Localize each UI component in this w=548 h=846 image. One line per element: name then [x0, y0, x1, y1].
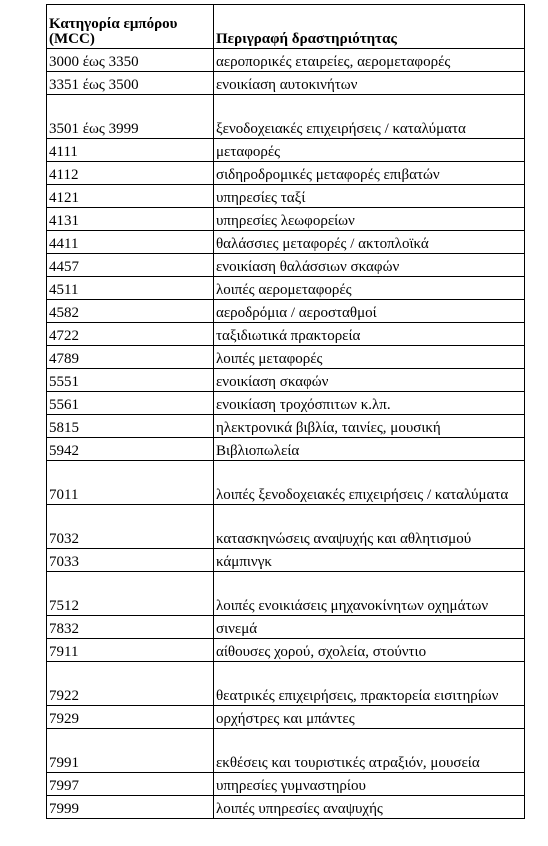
activity-description: θεατρικές επιχειρήσεις, πρακτορεία εισιτηρίων — [214, 662, 525, 706]
mcc-code: 4131 — [47, 208, 214, 231]
table-row — [47, 572, 525, 616]
table-row — [47, 49, 525, 72]
header-description: Περιγραφή δραστηριότητας — [214, 5, 525, 49]
table-row — [47, 706, 525, 729]
activity-description: υπηρεσίες λεωφορείων — [214, 208, 525, 231]
activity-description: θαλάσσιες μεταφορές / ακτοπλοϊκά — [214, 231, 525, 254]
mcc-code: 5551 — [47, 369, 214, 392]
table-row — [47, 415, 525, 438]
mcc-code: 3351 έως 3500 — [47, 72, 214, 95]
table-row — [47, 796, 525, 819]
activity-description: σινεμά — [214, 616, 525, 639]
activity-description: λοιπές υπηρεσίες αναψυχής — [214, 796, 525, 819]
mcc-code: 4722 — [47, 323, 214, 346]
activity-description: κάμπινγκ — [214, 549, 525, 572]
mcc-code: 4511 — [47, 277, 214, 300]
table-row — [47, 72, 525, 95]
table-row — [47, 773, 525, 796]
mcc-code: 7011 — [47, 461, 214, 505]
mcc-table — [46, 4, 525, 819]
activity-description: αίθουσες χορού, σχολεία, στούντιο — [214, 639, 525, 662]
activity-description: αεροπορικές εταιρείες, αερομεταφορές — [214, 49, 525, 72]
mcc-code: 7911 — [47, 639, 214, 662]
activity-description: κατασκηνώσεις αναψυχής και αθλητισμού — [214, 505, 525, 549]
table-row — [47, 323, 525, 346]
mcc-code: 3501 έως 3999 — [47, 95, 214, 139]
table-row — [47, 185, 525, 208]
mcc-code: 7922 — [47, 662, 214, 706]
activity-description: Βιβλιοπωλεία — [214, 438, 525, 461]
activity-description: ενοικίαση θαλάσσιων σκαφών — [214, 254, 525, 277]
mcc-code: 4112 — [47, 162, 214, 185]
table-row — [47, 95, 525, 139]
activity-description: ξενοδοχειακές επιχειρήσεις / καταλύματα — [214, 95, 525, 139]
activity-description: ενοικίαση σκαφών — [214, 369, 525, 392]
mcc-code: 5561 — [47, 392, 214, 415]
table-row — [47, 162, 525, 185]
table-row — [47, 616, 525, 639]
header-mcc: Κατηγορία εμπόρου (MCC) — [47, 5, 214, 49]
table-row — [47, 461, 525, 505]
table-row — [47, 300, 525, 323]
table-row — [47, 729, 525, 773]
mcc-code: 4121 — [47, 185, 214, 208]
mcc-code: 4457 — [47, 254, 214, 277]
table-row — [47, 208, 525, 231]
activity-description: αεροδρόμια / αεροσταθμοί — [214, 300, 525, 323]
mcc-code: 4789 — [47, 346, 214, 369]
activity-description: ενοικίαση τροχόσπιτων κ.λπ. — [214, 392, 525, 415]
mcc-code: 7512 — [47, 572, 214, 616]
activity-description: μεταφορές — [214, 139, 525, 162]
activity-description: ενοικίαση αυτοκινήτων — [214, 72, 525, 95]
activity-description: λοιπές μεταφορές — [214, 346, 525, 369]
table-row — [47, 392, 525, 415]
activity-description: υπηρεσίες γυμναστηρίου — [214, 773, 525, 796]
table-row — [47, 438, 525, 461]
activity-description: ηλεκτρονικά βιβλία, ταινίες, μουσική — [214, 415, 525, 438]
table-row — [47, 369, 525, 392]
mcc-code: 5942 — [47, 438, 214, 461]
activity-description: σιδηροδρομικές μεταφορές επιβατών — [214, 162, 525, 185]
mcc-code: 7032 — [47, 505, 214, 549]
activity-description: ορχήστρες και μπάντες — [214, 706, 525, 729]
table-row — [47, 549, 525, 572]
activity-description: λοιπές ενοικιάσεις μηχανοκίνητων οχημάτων — [214, 572, 525, 616]
mcc-code: 4582 — [47, 300, 214, 323]
mcc-code: 7997 — [47, 773, 214, 796]
mcc-code: 7929 — [47, 706, 214, 729]
table-row — [47, 505, 525, 549]
activity-description: εκθέσεις και τουριστικές ατραξιόν, μουσεία — [214, 729, 525, 773]
table-row — [47, 231, 525, 254]
table-row — [47, 139, 525, 162]
activity-description: ταξιδιωτικά πρακτορεία — [214, 323, 525, 346]
activity-description: λοιπές αερομεταφορές — [214, 277, 525, 300]
header-row — [47, 5, 525, 49]
activity-description: υπηρεσίες ταξί — [214, 185, 525, 208]
mcc-code: 7832 — [47, 616, 214, 639]
mcc-code: 3000 έως 3350 — [47, 49, 214, 72]
mcc-code: 7033 — [47, 549, 214, 572]
mcc-code: 4411 — [47, 231, 214, 254]
table-row — [47, 277, 525, 300]
table-row — [47, 662, 525, 706]
table-row — [47, 346, 525, 369]
activity-description: λοιπές ξενοδοχειακές επιχειρήσεις / καταλύματα — [214, 461, 525, 505]
mcc-code: 7999 — [47, 796, 214, 819]
mcc-code: 4111 — [47, 139, 214, 162]
table-row — [47, 639, 525, 662]
mcc-code: 5815 — [47, 415, 214, 438]
table-row — [47, 254, 525, 277]
mcc-code: 7991 — [47, 729, 214, 773]
